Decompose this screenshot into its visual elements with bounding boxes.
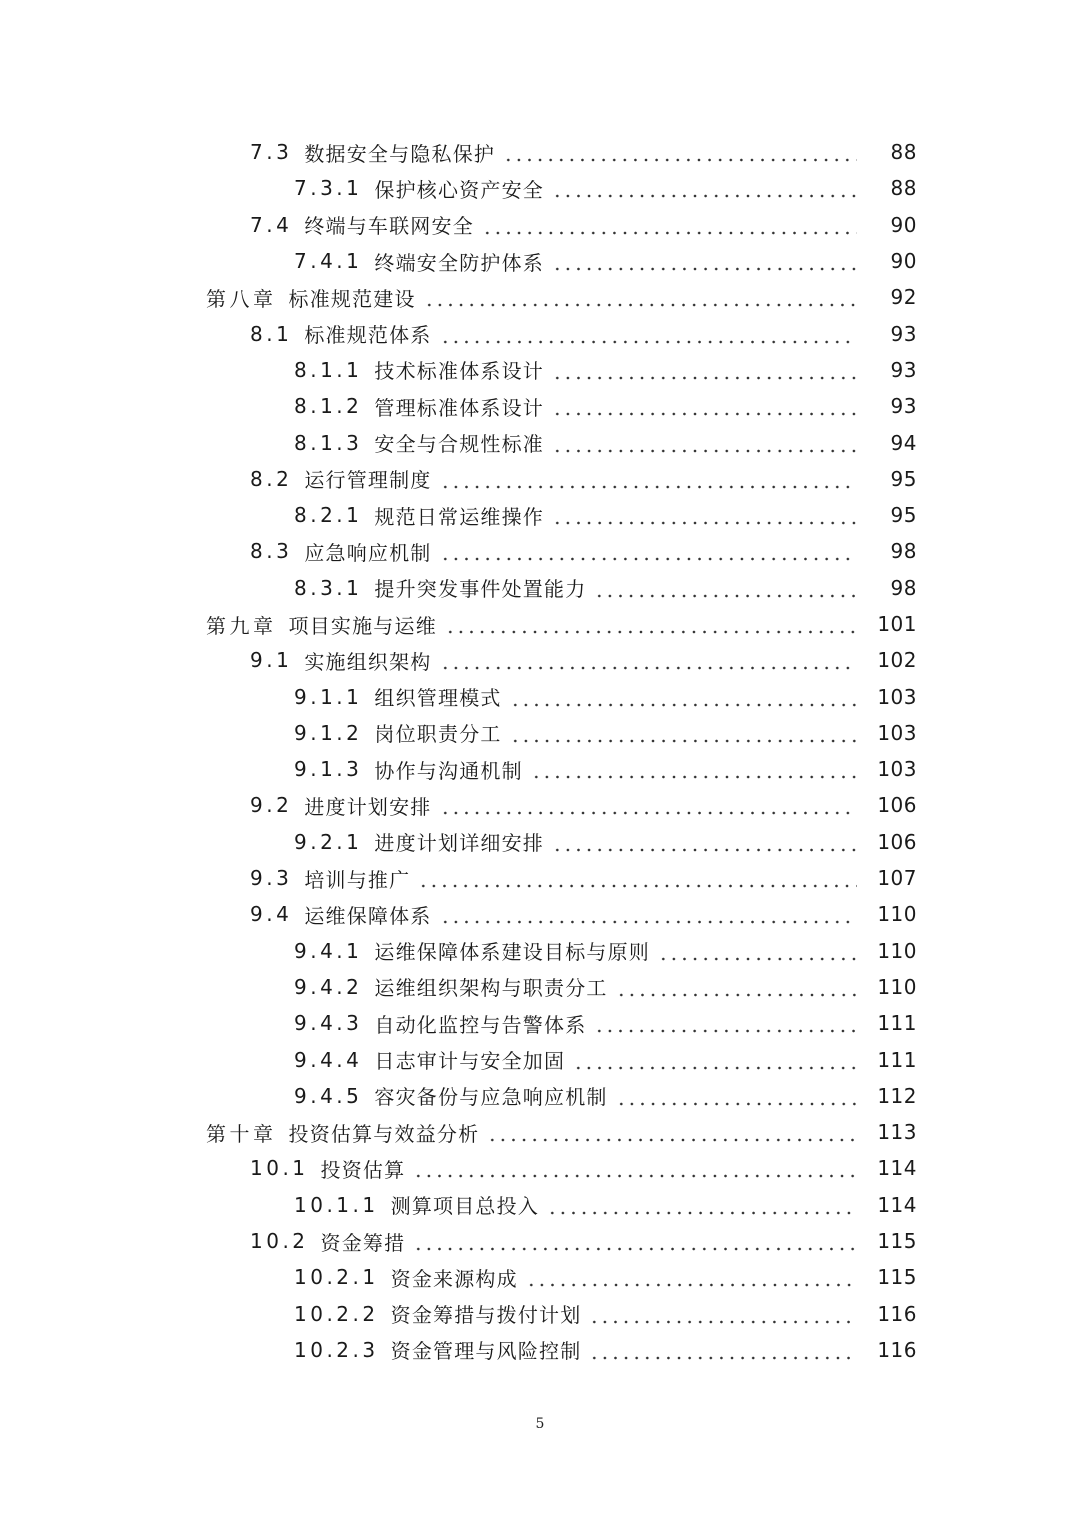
toc-section-title: 资金筹措: [320, 1230, 406, 1255]
toc-section-title: 标准规范建设: [288, 286, 416, 311]
toc-dot-leader: [547, 1195, 857, 1215]
toc-page-number: 106: [877, 793, 917, 818]
toc-entry-heading: [294, 355, 544, 384]
toc-page-number: 103: [877, 684, 917, 709]
toc-entry-heading: [250, 791, 432, 820]
toc-entry-heading: [206, 1118, 479, 1147]
toc-entry[interactable]: [0, 570, 1080, 606]
toc-section-number: 9.1.3: [294, 757, 363, 782]
toc-section-title: 投资估算: [320, 1157, 406, 1182]
toc-entry[interactable]: [0, 497, 1080, 533]
toc-dot-leader: [552, 505, 857, 525]
toc-dot-leader: [418, 868, 857, 888]
toc-section-title: 规范日常运维操作: [374, 504, 544, 529]
toc-page-number: 88: [890, 176, 917, 201]
toc-section-number: 第八章: [206, 286, 277, 311]
toc-dot-leader: [616, 1086, 857, 1106]
toc-section-title: 自动化监控与告警体系: [374, 1012, 587, 1037]
toc-entry[interactable]: [0, 1187, 1080, 1223]
toc-page-number: 98: [890, 575, 917, 600]
toc-page-number: 111: [877, 1047, 917, 1072]
toc-section-number: 9.3: [250, 866, 293, 891]
toc-section-number: 9.4.3: [294, 1011, 363, 1036]
toc-entry-heading: [294, 718, 502, 747]
toc-section-number: 7.3: [250, 140, 293, 165]
toc-page-number: 103: [877, 757, 917, 782]
toc-section-number: 10.2.3: [294, 1337, 379, 1362]
toc-page-number: 103: [877, 720, 917, 745]
toc-entry[interactable]: [0, 1223, 1080, 1259]
toc-dot-leader: [531, 759, 857, 779]
toc-dot-leader: [440, 795, 857, 815]
toc-section-title: 标准规范体系: [304, 323, 432, 348]
toc-entry[interactable]: [0, 461, 1080, 497]
toc-section-number: 9.4.1: [294, 938, 363, 963]
toc-dot-leader: [413, 1158, 857, 1178]
toc-entry[interactable]: [0, 751, 1080, 787]
toc-page-number: 93: [890, 357, 917, 382]
toc-page-number: 106: [877, 829, 917, 854]
page-number: 5: [535, 1416, 545, 1432]
toc-entry[interactable]: [0, 860, 1080, 896]
toc-section-title: 提升突发事件处置能力: [374, 577, 587, 602]
toc-entry-heading: [250, 1154, 405, 1183]
toc-entry[interactable]: [0, 715, 1080, 751]
toc-section-title: 应急响应机制: [304, 540, 432, 565]
toc-page-number: 98: [890, 539, 917, 564]
toc-section-number: 9.4.4: [294, 1047, 363, 1072]
toc-entry-heading: [250, 900, 432, 929]
toc-dot-leader: [552, 178, 857, 198]
toc-section-number: 10.2.1: [294, 1265, 379, 1290]
toc-entry[interactable]: [0, 533, 1080, 569]
toc-entry[interactable]: [0, 787, 1080, 823]
toc-entry-heading: [294, 1263, 518, 1292]
toc-section-title: 数据安全与隐私保护: [304, 141, 496, 166]
toc-section-number: 8.1.2: [294, 394, 363, 419]
toc-entry-heading: [206, 610, 437, 639]
toc-section-number: 9.2.1: [294, 829, 363, 854]
toc-entry-heading: [294, 247, 544, 276]
toc-section-title: 保护核心资产安全: [374, 177, 544, 202]
toc-page-number: 110: [877, 902, 917, 927]
toc-section-title: 培训与推广: [304, 867, 411, 892]
toc-entry[interactable]: [0, 352, 1080, 388]
toc-section-title: 技术标准体系设计: [374, 359, 544, 384]
toc-page-number: 92: [890, 285, 917, 310]
toc-page-number: 93: [890, 321, 917, 346]
toc-dot-leader: [594, 578, 857, 598]
toc-dot-leader: [552, 251, 857, 271]
toc-entry-heading: [294, 501, 544, 530]
toc-entry-heading: [294, 1190, 539, 1219]
toc-dot-leader: [503, 142, 857, 162]
toc-entry-heading: [250, 864, 410, 893]
toc-dot-leader: [510, 687, 857, 707]
toc-entry-heading: [294, 1045, 565, 1074]
toc-section-number: 9.4: [250, 902, 293, 927]
toc-entry[interactable]: [0, 1005, 1080, 1041]
toc-section-number: 9.4.5: [294, 1083, 363, 1108]
toc-section-title: 投资估算与效益分析: [288, 1121, 480, 1146]
toc-section-number: 8.1.3: [294, 430, 363, 455]
toc-section-number: 9.1.2: [294, 720, 363, 745]
toc-section-number: 9.1.1: [294, 684, 363, 709]
toc-section-number: 8.3: [250, 539, 293, 564]
toc-entry-heading: [294, 827, 544, 856]
toc-entry-heading: [294, 573, 586, 602]
toc-section-number: 7.4.1: [294, 249, 363, 274]
toc-page-number: 88: [890, 140, 917, 165]
toc-section-title: 终端安全防护体系: [374, 250, 544, 275]
toc-page-number: 95: [890, 503, 917, 528]
toc-section-title: 管理标准体系设计: [374, 395, 544, 420]
toc-section-title: 资金来源构成: [390, 1266, 518, 1291]
toc-dot-leader: [594, 1013, 857, 1033]
toc-entry-heading: [294, 1299, 581, 1328]
toc-dot-leader: [440, 324, 857, 344]
toc-section-number: 8.2: [250, 466, 293, 491]
toc-dot-leader: [552, 433, 857, 453]
toc-page-number: 111: [877, 1011, 917, 1036]
toc-section-title: 运维保障体系建设目标与原则: [374, 940, 650, 965]
toc-dot-leader: [616, 977, 857, 997]
toc-section-title: 日志审计与安全加固: [374, 1049, 566, 1074]
toc-entry[interactable]: [0, 1259, 1080, 1295]
toc-entry[interactable]: [0, 388, 1080, 424]
toc-dot-leader: [487, 1122, 857, 1142]
toc-section-number: 10.1: [250, 1156, 309, 1181]
toc-entry[interactable]: [0, 1332, 1080, 1368]
toc-section-title: 进度计划详细安排: [374, 831, 544, 856]
toc-page-number: 112: [877, 1083, 917, 1108]
toc-section-number: 第十章: [206, 1121, 277, 1146]
toc-entry-heading: [250, 537, 432, 566]
toc-entry[interactable]: [0, 1150, 1080, 1186]
toc-dot-leader: [573, 1050, 857, 1070]
toc-section-title: 容灾备份与应急响应机制: [374, 1085, 608, 1110]
toc-page-number: 110: [877, 974, 917, 999]
toc-page-number: 90: [890, 249, 917, 274]
toc-page-number: 115: [877, 1229, 917, 1254]
toc-entry[interactable]: [0, 315, 1080, 351]
toc-entry-heading: [294, 682, 502, 711]
toc-page-number: 107: [877, 866, 917, 891]
toc-page-number: 94: [890, 430, 917, 455]
toc-section-number: 9.4.2: [294, 974, 363, 999]
toc-dot-leader: [440, 904, 857, 924]
toc-entry[interactable]: [0, 642, 1080, 678]
toc-entry[interactable]: [0, 1114, 1080, 1150]
toc-dot-leader: [510, 723, 857, 743]
toc-dot-leader: [658, 941, 857, 961]
toc-entry[interactable]: [0, 279, 1080, 315]
toc-entry-heading: [294, 972, 608, 1001]
toc-entry[interactable]: [0, 933, 1080, 969]
toc-section-title: 资金筹措与拨付计划: [390, 1303, 582, 1328]
toc-section-number: 10.2.2: [294, 1301, 379, 1326]
toc-dot-leader: [552, 360, 857, 380]
toc-entry-heading: [250, 464, 432, 493]
toc-dot-leader: [589, 1304, 857, 1324]
toc-entry-heading: [294, 1009, 586, 1038]
toc-entry-heading: [294, 1335, 581, 1364]
toc-section-title: 资金管理与风险控制: [390, 1339, 582, 1364]
toc-page-number: 115: [877, 1265, 917, 1290]
toc-section-title: 岗位职责分工: [374, 722, 502, 747]
toc-section-title: 运行管理制度: [304, 468, 432, 493]
toc-section-number: 8.2.1: [294, 503, 363, 528]
toc-dot-leader: [445, 614, 857, 634]
toc-dot-leader: [413, 1231, 857, 1251]
toc-section-number: 第九章: [206, 613, 277, 638]
toc-dot-leader: [482, 215, 857, 235]
toc-section-title: 组织管理模式: [374, 686, 502, 711]
toc-entry[interactable]: [0, 896, 1080, 932]
toc-page-number: 113: [877, 1120, 917, 1145]
toc-page-number: 116: [877, 1301, 917, 1326]
toc-section-number: 9.2: [250, 793, 293, 818]
toc-section-title: 实施组织架构: [304, 649, 432, 674]
toc-dot-leader: [526, 1267, 857, 1287]
toc-entry-heading: [206, 283, 416, 312]
toc-section-title: 安全与合规性标准: [374, 432, 544, 457]
toc-entry[interactable]: [0, 969, 1080, 1005]
toc-entry[interactable]: [0, 1296, 1080, 1332]
toc-section-title: 运维组织架构与职责分工: [374, 976, 608, 1001]
toc-entry-heading: [294, 936, 650, 965]
toc-section-title: 测算项目总投入: [390, 1194, 540, 1219]
toc-entry[interactable]: [0, 207, 1080, 243]
toc-section-title: 运维保障体系: [304, 903, 432, 928]
toc-entry[interactable]: [0, 678, 1080, 714]
toc-entry-heading: [294, 392, 544, 421]
toc-section-title: 终端与车联网安全: [304, 214, 474, 239]
toc-section-title: 进度计划安排: [304, 794, 432, 819]
toc-dot-leader: [552, 396, 857, 416]
toc-page-number: 90: [890, 212, 917, 237]
toc-dot-leader: [424, 287, 857, 307]
toc-section-title: 协作与沟通机制: [374, 758, 523, 783]
toc-section-number: 8.3.1: [294, 575, 363, 600]
toc-entry-heading: [250, 138, 495, 167]
toc-page-number: 114: [877, 1192, 917, 1217]
toc-page-number: 93: [890, 394, 917, 419]
toc-dot-leader: [552, 832, 857, 852]
toc-entry[interactable]: [0, 1041, 1080, 1077]
toc-entry[interactable]: [0, 824, 1080, 860]
toc-entry[interactable]: [0, 134, 1080, 170]
toc-entry-heading: [294, 1081, 608, 1110]
toc-dot-leader: [440, 541, 857, 561]
toc-page-number: 95: [890, 466, 917, 491]
toc-page-number: 110: [877, 938, 917, 963]
toc-page-number: 101: [877, 612, 917, 636]
toc-entry-heading: [250, 646, 432, 675]
toc-entry-heading: [250, 210, 474, 239]
toc-entry-heading: [294, 755, 523, 784]
toc-dot-leader: [440, 469, 857, 489]
toc-section-title: 项目实施与运维: [288, 613, 437, 638]
toc-section-number: 7.4: [250, 212, 293, 237]
toc-entry[interactable]: [0, 243, 1080, 279]
toc-section-number: 10.1.1: [294, 1192, 379, 1217]
toc-section-number: 8.1.1: [294, 357, 363, 382]
toc-section-number: 10.2: [250, 1229, 309, 1254]
toc-dot-leader: [440, 650, 857, 670]
table-of-contents: [0, 134, 1080, 1368]
toc-dot-leader: [589, 1340, 857, 1360]
toc-entry[interactable]: [0, 606, 1080, 642]
toc-entry[interactable]: [0, 1078, 1080, 1114]
toc-page-number: 114: [877, 1156, 917, 1181]
toc-page-number: 102: [877, 648, 917, 673]
toc-entry-heading: [250, 319, 432, 348]
toc-entry-heading: [250, 1227, 405, 1256]
toc-entry-heading: [294, 174, 544, 203]
toc-entry[interactable]: [0, 170, 1080, 206]
toc-page-number: 116: [877, 1337, 917, 1362]
toc-entry[interactable]: [0, 424, 1080, 460]
toc-section-number: 8.1: [250, 321, 293, 346]
toc-entry-heading: [294, 428, 544, 457]
toc-section-number: 9.1: [250, 648, 293, 673]
toc-section-number: 7.3.1: [294, 176, 363, 201]
